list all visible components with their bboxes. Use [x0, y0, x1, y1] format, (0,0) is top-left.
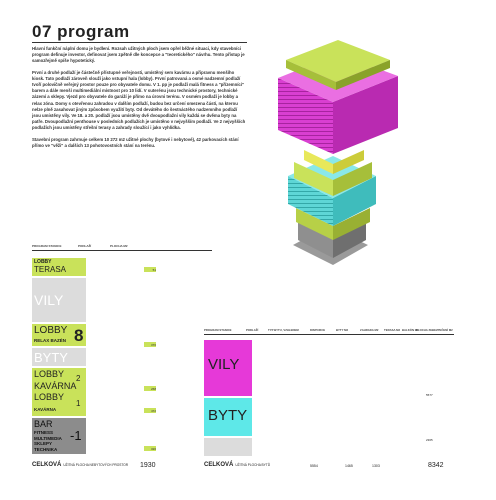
rt-header-7: BALKÓN M2 — [402, 328, 419, 332]
band-lobby-kavarna-2-sub: KAVÁRNA — [34, 381, 77, 391]
band-lobby-kavarna-2-label: LOBBY — [34, 369, 65, 379]
rt-subtotal-byty: 2365 — [426, 438, 433, 442]
lt-header-rule — [32, 250, 212, 251]
band-lobby-kavarna-2-area: 268 — [150, 387, 156, 391]
band-byty-label: BYTY — [34, 350, 68, 365]
band-lobby-kavarna-2 — [32, 368, 86, 392]
tower-illustration — [258, 40, 458, 265]
right-total-row — [204, 462, 270, 468]
band-lobby-relax-sub: RELAX BAZÉN — [34, 338, 67, 343]
intro-paragraph-3: Stavební program zahrnuje celkem 10 272 m2 užitné plochy (bytové i nebytové), 42 parkovacích stání přímo ve "věži" a dalších 13 pohotovostních stání na terénu. — [32, 136, 239, 148]
rt-header-6: TERASA M2 — [384, 328, 401, 332]
rt-byty-label: BYTY — [208, 407, 248, 424]
band-lobby-kavarna-1-sub: KAVÁRNA — [34, 407, 57, 412]
right-total-sub: UŽITNÁ PLOCHA BYTŮ — [235, 463, 271, 467]
band-lobby-terasa-area: 51 — [152, 268, 156, 272]
rt-byty-block — [204, 398, 252, 436]
band-lobby-kavarna-1-area: 472 — [150, 409, 156, 413]
rt-vily-label: VILY — [208, 356, 240, 373]
intro-paragraph-1: Hlavní funkční náplní domu je bydlení. Rozsah užitných ploch jsem opřel běžné situaci, kdy stavebníci program definuje investor, definovat jsem zpětně dle koncepce a "teoretického" návrhu. Tento přístup je samozřejmě spíše hypotetický. — [32, 46, 245, 64]
right-total-label: CELKOVÁ — [204, 462, 234, 468]
band-lobby-relax-label: LOBBY — [34, 325, 68, 336]
band-lobby-relax-area: 376 — [150, 343, 156, 347]
rt-header-2: TYP BYTU, VZHLEDEM — [268, 328, 299, 332]
intro-text — [32, 46, 247, 154]
band-lobby-kavarna-1 — [32, 392, 86, 416]
rt-header-5: ZAHRADA M2 — [360, 328, 379, 332]
band-bar-technika — [32, 418, 86, 454]
band-vily — [32, 278, 86, 322]
rt-header-4: BYTY M2 — [336, 328, 349, 332]
rt-header-rule — [204, 334, 454, 335]
band-lobby-terasa-sub: TERASA — [34, 265, 67, 274]
band-vily-label: VILY — [34, 292, 64, 308]
lt-header-floor: PODLAŽÍ — [78, 244, 92, 248]
band-bar-floor: -1 — [70, 428, 82, 443]
rt-vily-block — [204, 340, 252, 396]
band-bar-sub: FITNESS MULTIMEDIA SKLEPY TECHNIKA — [34, 430, 62, 452]
title-rule — [32, 42, 247, 43]
band-bar-area: 320 — [150, 447, 156, 451]
band-lobby-kavarna-2-floor: 2 — [76, 374, 81, 383]
lt-header-program: PROGRAM STANICE — [32, 244, 62, 248]
rt-grey-block — [204, 438, 252, 456]
rt-header-8: PLOCHA ZEBEZPEČENÍ M2 — [416, 328, 453, 332]
band-lobby-terasa-label: LOBBY — [34, 259, 52, 265]
rt-header-3: DISPOZICE — [310, 328, 326, 332]
band-bar-label: BAR — [34, 419, 53, 429]
left-total-sub: UŽITNÁ PLOCHA NEBYTOVÝCH PROSTOR — [63, 463, 129, 467]
page-title: 07 program — [32, 22, 130, 41]
band-lobby-terasa — [32, 258, 86, 276]
band-byty — [32, 348, 86, 366]
band-lobby-kavarna-1-label: LOBBY — [34, 392, 65, 402]
intro-paragraph-2: První a druhé podlaží je částečně přístupné veřejnosti, umístěný sem kavárnu a připravnu menšího kiosk. Tato podlaží zároveň slouží jako vstupní hala (lobby). První patrovaná a osmé nadzemní podlaží tvoří polovičně veřejný prostor pouze pro obyvatele domu. V 1. pp je podlaží malá fitness a "přízemnící" barem a dále menší multimediální místnost pro 10 lidí. V suterénu jsou technické prostory, technické zázemí a sklepy. Vjezd pro obyvatele do garáží je přímo na úrovni terénu. V osmém podlaží je lobby a relax zóna. Domy s otevřenou zahradou v dalším podlaží, budou bez určení omezena částí, na kterou nelze plně zasahovat jiným způsobem využití byty. Od devátého do šestnáctého nadzemního podlaží jsou umístěny vily. Ve 18. a 20. podlaží jsou umístěny dvě dvoupodlažní vily každá se dvěma byty na patře. Dvoupodlažní penthouse v posledních podlažích je umístěno v nejvyšším podlaží. Ve 2 nejvyšších podlažích jsou umístěny střešní terasy a zahrady sloužící i jako vyhlídka. — [32, 69, 246, 131]
band-lobby-kavarna-1-floor: 1 — [76, 399, 81, 408]
band-lobby-relax — [32, 324, 86, 346]
rt-total-col-3: 8342 — [428, 462, 444, 469]
left-total-label: CELKOVÁ — [32, 462, 62, 468]
lt-header-area: PLOCHA M2 — [110, 244, 128, 248]
rt-total-col-0: 5554 — [310, 464, 318, 468]
left-total-row — [32, 462, 128, 468]
rt-total-col-2: 1303 — [372, 464, 380, 468]
rt-total-col-1: 1465 — [345, 464, 353, 468]
rt-subtotal-vily: 5577 — [426, 393, 433, 397]
band-lobby-relax-floor: 8 — [74, 326, 84, 345]
rt-header-0: PROGRAM STANICE — [204, 328, 232, 332]
rt-header-1: PODLAŽÍ — [246, 328, 259, 332]
left-total-value: 1930 — [140, 462, 156, 469]
